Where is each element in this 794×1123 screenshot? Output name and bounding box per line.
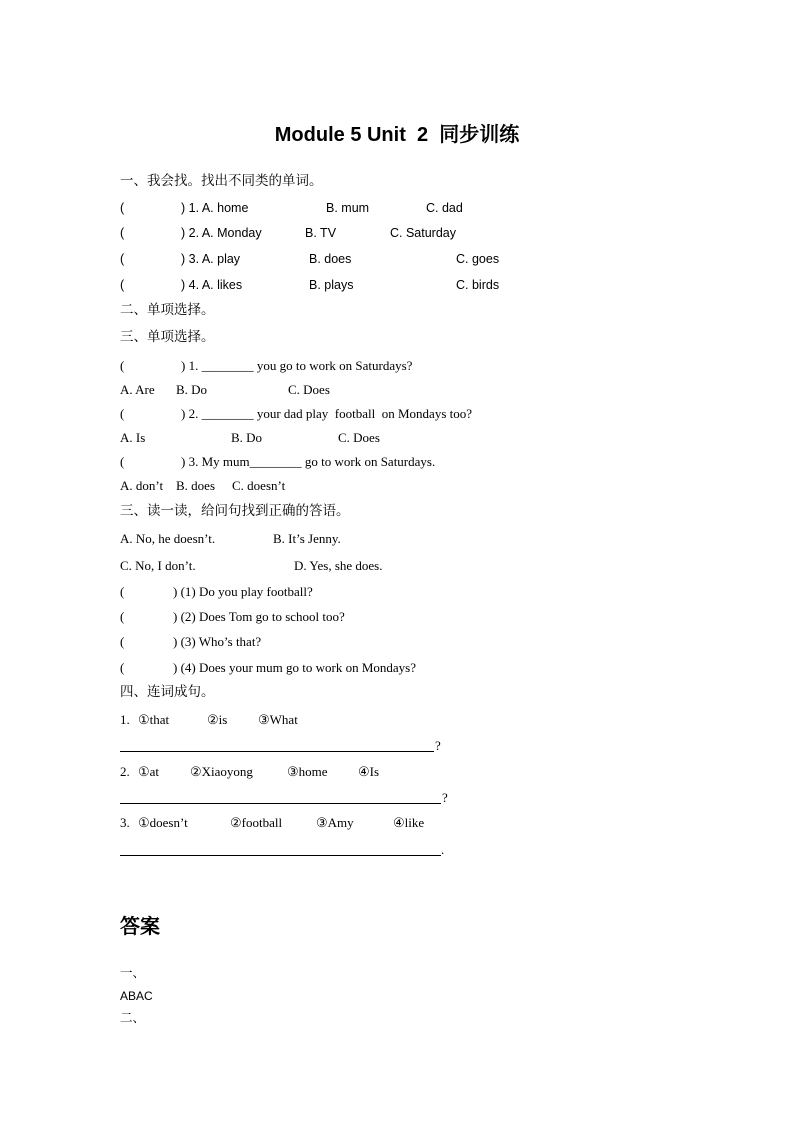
word: ④Is xyxy=(358,764,380,779)
question-text: ) 2. A. Monday xyxy=(181,226,262,240)
answer-line xyxy=(120,751,434,752)
paren: ( xyxy=(120,226,125,240)
word: ③home xyxy=(287,764,328,779)
option-c: C. Does xyxy=(338,430,380,445)
answer-option: B. It’s Jenny. xyxy=(273,531,341,546)
answers-heading: 答案 xyxy=(120,914,160,938)
option-a: A. Is xyxy=(120,430,146,445)
section3-heading: 三、单项选择。 xyxy=(120,329,215,345)
section2-heading: 二、单项选择。 xyxy=(120,302,215,318)
section5-heading: 四、连词成句。 xyxy=(120,684,215,700)
item-number: 2. xyxy=(120,764,130,779)
option-c: C. goes xyxy=(456,252,500,266)
paren: ( xyxy=(120,358,125,373)
option-b: B. plays xyxy=(309,278,354,292)
option-b: B. Do xyxy=(231,430,263,445)
question-text: ) 2. ________ your dad play football on Mondays too? xyxy=(181,406,473,421)
answer-option: D. Yes, she does. xyxy=(294,558,383,573)
option-b: B. TV xyxy=(305,226,337,240)
question-text: ) 1. ________ you go to work on Saturdays? xyxy=(181,358,413,373)
paren: ( xyxy=(120,406,125,421)
question-text: ) 4. A. likes xyxy=(181,278,243,292)
option-b: B. mum xyxy=(326,201,370,215)
answers-section1-value: ABAC xyxy=(120,989,153,1003)
answer-line xyxy=(120,803,441,804)
line-end-mark: ? xyxy=(442,790,448,805)
option-b: B. does xyxy=(309,252,352,266)
line-end-mark: . xyxy=(441,842,445,857)
option-a: A. don’t xyxy=(120,478,164,493)
option-a: A. Are xyxy=(120,382,155,397)
answers-section1-label: 一、 xyxy=(120,965,146,980)
option-c: C. Saturday xyxy=(390,226,457,240)
option-b: B. Do xyxy=(176,382,208,397)
question-text: ) 3. My mum________ go to work on Saturdays. xyxy=(181,454,436,469)
word: ②football xyxy=(230,815,283,830)
option-c: C. doesn’t xyxy=(232,478,286,493)
word: ①at xyxy=(138,764,160,779)
section4-heading: 三、读一读，给问句找到正确的答语。 xyxy=(120,503,350,519)
question-text: ) 1. A. home xyxy=(181,201,249,215)
question-text: ) (2) Does Tom go to school too? xyxy=(173,609,345,624)
paren: ( xyxy=(120,201,125,215)
answer-option: C. No, I don’t. xyxy=(120,558,196,573)
option-c: C. birds xyxy=(456,278,500,292)
word: ①that xyxy=(138,712,170,727)
question-text: ) (3) Who’s that? xyxy=(173,634,262,649)
item-number: 3. xyxy=(120,815,130,830)
paren: ( xyxy=(120,609,125,624)
word: ②is xyxy=(207,712,228,727)
paren: ( xyxy=(120,252,125,266)
word: ④like xyxy=(393,815,425,830)
answers-section2-label: 二、 xyxy=(120,1010,146,1025)
answer-line xyxy=(120,855,441,856)
question-text: ) (1) Do you play football? xyxy=(173,584,313,599)
page-title: Module 5 Unit 2 同步训练 xyxy=(274,124,520,146)
item-number: 1. xyxy=(120,712,130,727)
option-b: B. does xyxy=(176,478,215,493)
paren: ( xyxy=(120,584,125,599)
section1-heading: 一、我会找。找出不同类的单词。 xyxy=(120,173,323,189)
paren: ( xyxy=(120,634,125,649)
paren: ( xyxy=(120,660,125,675)
word: ③Amy xyxy=(316,815,354,830)
question-text: ) (4) Does your mum go to work on Mondays? xyxy=(173,660,416,675)
answer-option: A. No, he doesn’t. xyxy=(120,531,216,546)
word: ③What xyxy=(258,712,298,727)
paren: ( xyxy=(120,278,125,292)
option-c: C. Does xyxy=(288,382,330,397)
word: ②Xiaoyong xyxy=(190,764,253,779)
word: ①doesn’t xyxy=(138,815,188,830)
option-c: C. dad xyxy=(426,201,463,215)
line-end-mark: ? xyxy=(435,738,441,753)
paren: ( xyxy=(120,454,125,469)
question-text: ) 3. A. play xyxy=(181,252,241,266)
